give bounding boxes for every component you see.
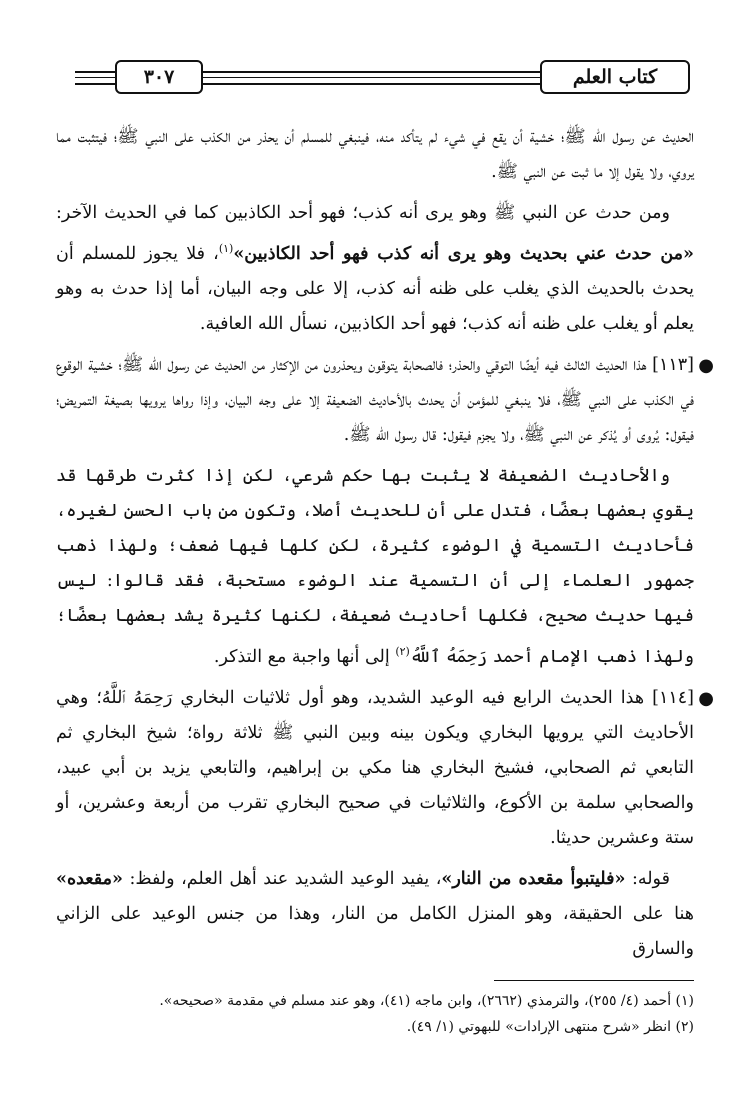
main-text [56, 120, 714, 973]
paragraph-6-start: قوله: [625, 868, 670, 889]
header-rule-mid [203, 77, 540, 78]
paragraph-6-end: هنا على الحقيقة، وهو المنزل الكامل من النار، وهذا من جنس الوعيد على الزاني والسارق [56, 903, 694, 959]
footnote-2: (٢) انظر «شرح منتهى الإرادات» للبهوتي (١/ ٤٩). [406, 1019, 694, 1035]
footnote-ref-1[interactable]: (١) [218, 242, 234, 255]
footnote-divider [494, 980, 694, 981]
paragraph-2 [56, 196, 694, 342]
paragraph-2-end: ، فلا يجوز للمسلم أن يحدث بالحديث الذي يغلب على ظنه أنه كذب، إلا على وجه البيان، أما إذا حدث به وهو يعلم أو يغلب على ظنه أنه كذب؛ فهو أحد الكاذبين، نسأل الله العافية. [56, 243, 694, 334]
paragraph-6 [56, 862, 694, 967]
paragraph-1: الحديث عن رسول الله ﷺ؛ خشية أن يقع في شيء لم يتأكد منه، فينبغي للمسلم أن يحذر من الكذب على النبي ﷺ؛ فيتثبت مما يروي، ولا يقول إلا ما ثبت عن النبي ﷺ. [56, 127, 694, 182]
footnotes [56, 988, 694, 1040]
bullet-icon: ● [698, 354, 714, 376]
header-rule-bottom [203, 83, 540, 85]
page-number: ٣٠٧ [115, 60, 203, 94]
bullet-icon: ● [698, 687, 714, 709]
paragraph-114-text: [١١٤] هذا الحديث الرابع فيه الوعيد الشديد، وهو أول ثلاثيات البخاري رَحِمَهُ ٱللَّهُ؛ وهي الأحاديث التي يرويها البخاري ويكون بينه وبين النبي ﷺ ثلاثة رواة؛ شيخ البخاري ثم التابعي ثم الصحابي، فشيخ البخاري هنا مكي بن إبراهيم، والتابعي يزيد بن أبي عبيد، والصحابي سلمة بن الأكوع، والثلاثيات في صحيح البخاري تقرب من أربعة وعشرين، أو ستة وعشرين حديثا. [56, 687, 694, 848]
paragraph-113-text: [١١٣] هذا الحديث الثالث فيه أيضًا التوقي والحذر؛ فالصحابة يتوقون ويحذرون من الإكثار من الحديث عن رسول الله ﷺ؛ خشية الوقوع في الكذب على النبي ﷺ، فلا ينبغي للمؤمن أن يحدث بالأحاديث الضعيفة إلا على وجه البيان، وإذا رواها يرويها بصيغة التمريض؛ فيقول: يُروى أو يُذكر عن النبي ﷺ، ولا يجزم فيقول: قال رسول الله ﷺ. [56, 354, 694, 445]
hadith-phrase: «فليتبوأ مقعده من النار» [441, 868, 626, 889]
paragraph-6-mid: ، يفيد الوعيد الشديد عند أهل العلم، ولفظ: [122, 868, 442, 889]
paragraph-4 [56, 459, 694, 675]
paragraph-113 [56, 348, 714, 453]
word-maqad: «مقعده» [56, 868, 123, 889]
paragraph-4-end: إلى أنها واجبة مع التذكر. [213, 646, 396, 667]
paragraph-114 [56, 681, 714, 856]
paragraph-4-start: والأحاديث الضعيفة لا يثبت بها حكم شرعي، لكن إذا كثرت طرقها قد يقوي بعضها بعضًا، فتدل على أن للحديث أصلا، وتكون من باب الحسن لغيره، فأحاديث التسمية في الوضوء كثيرة، لكن كلها فيها ضعف؛ ولهذا ذهب جمهور العلماء إلى أن التسمية عند الوضوء مستحبة، فقد قالوا: ليس فيها حديث صحيح، فكلها أحاديث ضعيفة، لكنها كثيرة يشد بعضها بعضًا؛ ولهذا ذهب الإمام أحمد رَحِمَهُ ٱللَّهُ [56, 465, 694, 667]
header-rule-top [203, 71, 540, 73]
header-rule-left-bottom [75, 83, 115, 85]
hadith-quote: «من حدث عني بحديث وهو يرى أنه كذب فهو أحد الكاذبين» [233, 243, 694, 264]
header-rule-left-mid [75, 77, 115, 78]
footnote-1: (١) أحمد (٤/ ٢٥٥)، والترمذي (٢٦٦٢)، وابن ماجه (٤١)، وهو عند مسلم في مقدمة «صحيحه». [159, 993, 694, 1009]
book-title: كتاب العلم [540, 60, 690, 94]
footnote-ref-2[interactable]: (٢) [395, 644, 410, 658]
paragraph-2-start: ومن حدث عن النبي ﷺ وهو يرى أنه كذب؛ فهو أحد الكاذبين كما في الحديث الآخر: [56, 203, 670, 223]
page-header [75, 54, 690, 100]
header-rule-left-top [75, 71, 115, 73]
